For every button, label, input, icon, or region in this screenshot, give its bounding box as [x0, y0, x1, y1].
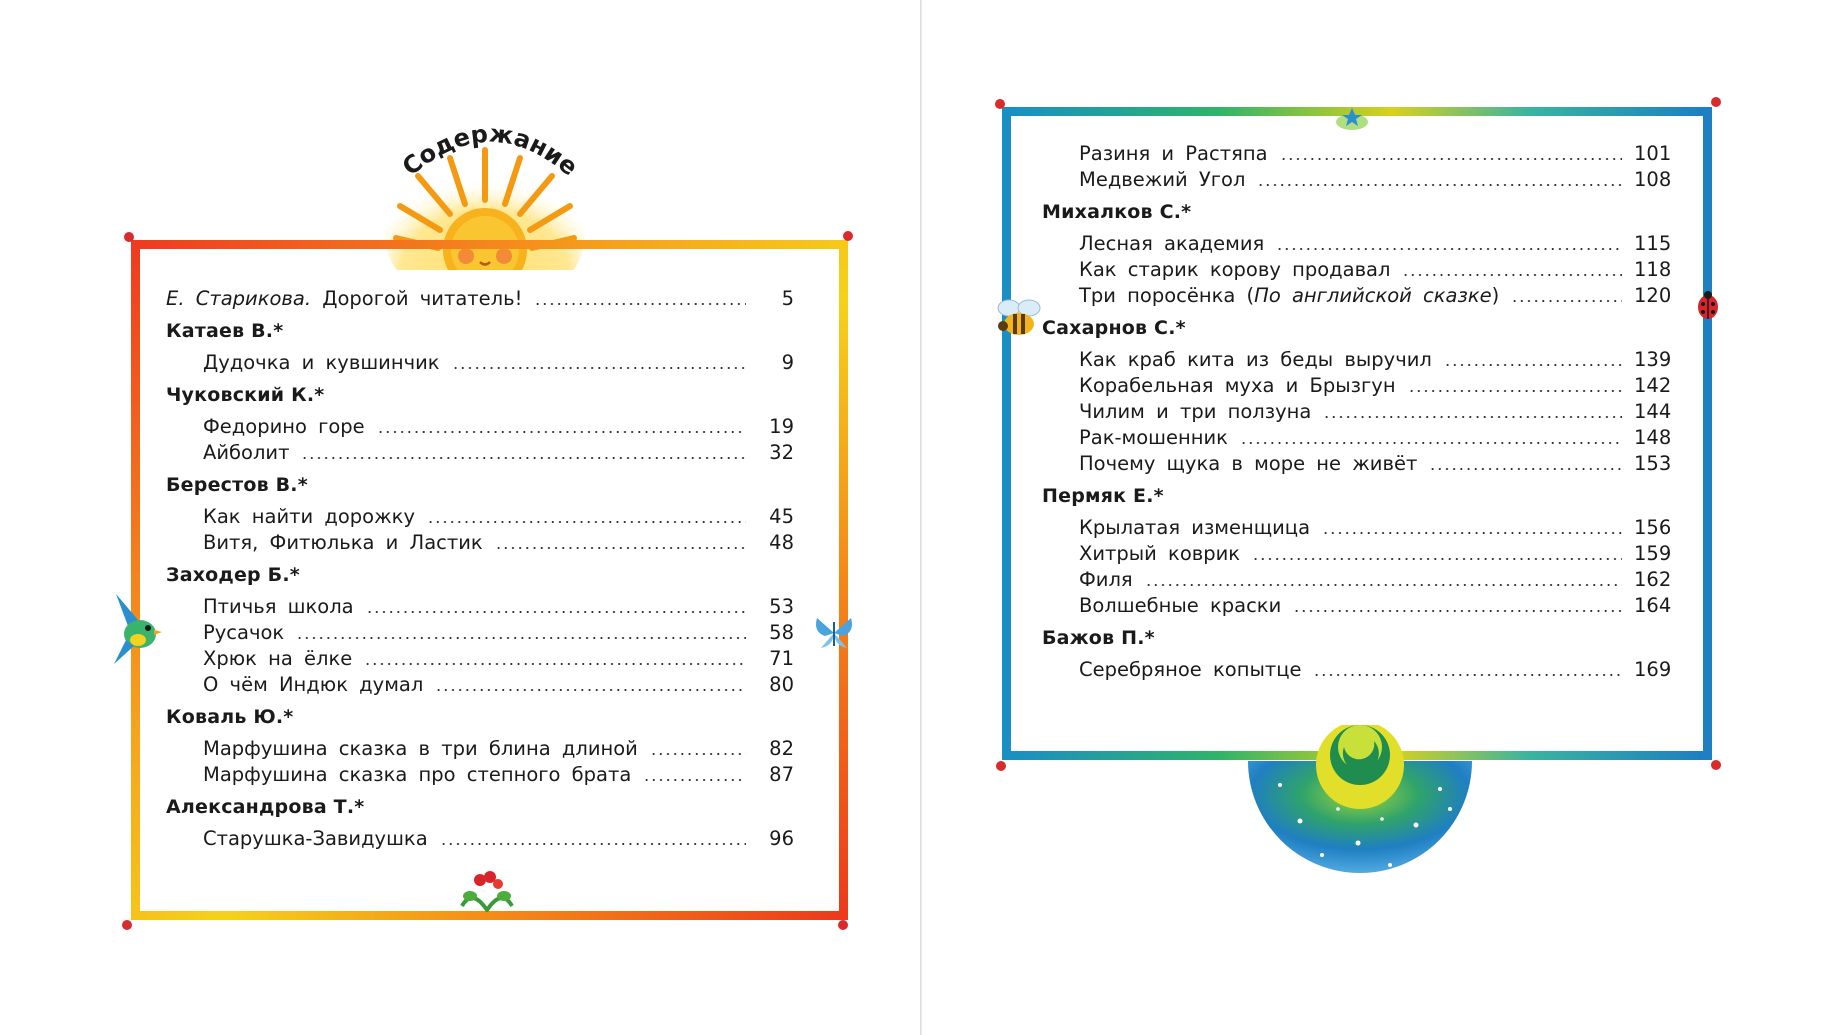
- dot-leader: [1257, 184, 1622, 186]
- toc-entry-title: Марфушина сказка в три блина длиной: [203, 737, 638, 760]
- toc-entry[interactable]: [1042, 541, 1670, 567]
- author-heading: Михалков С.*: [1042, 201, 1192, 223]
- author-heading: Бажов П.*: [1042, 627, 1155, 649]
- author-heading: Берестов В.*: [166, 474, 308, 496]
- toc-entry[interactable]: [1042, 141, 1670, 167]
- toc-entry[interactable]: [1042, 657, 1670, 683]
- toc-entry-page: 118: [1634, 258, 1672, 281]
- dot-leader: [364, 663, 746, 665]
- toc-entry-page: 5: [781, 287, 794, 310]
- toc-entry-page: 115: [1634, 232, 1672, 255]
- toc-entry-page: 164: [1634, 594, 1672, 617]
- toc-entry-title: Как старик корову продавал: [1079, 258, 1391, 281]
- toc-entry-title: Айболит: [203, 441, 290, 464]
- toc-entry[interactable]: [166, 286, 794, 312]
- toc-entry-page: 80: [769, 673, 794, 696]
- toc-entry-title: Медвежий Угол: [1079, 168, 1246, 191]
- toc-entry[interactable]: [1042, 231, 1670, 257]
- toc-entry[interactable]: [1042, 425, 1670, 451]
- toc-entry-page: 153: [1634, 452, 1672, 475]
- author-heading: Сахарнов С.*: [1042, 317, 1186, 339]
- toc-right-page: [1042, 141, 1670, 683]
- toc-entry-page: 101: [1634, 142, 1672, 165]
- toc-entry-title: Рак-мошенник: [1079, 426, 1228, 449]
- dot-leader: [427, 521, 746, 523]
- author-heading: Коваль Ю.*: [166, 706, 294, 728]
- toc-entry[interactable]: [166, 826, 794, 852]
- toc-entry[interactable]: Три поросёнка (По английской сказке) 120: [1079, 284, 1672, 307]
- toc-entry[interactable]: [1042, 373, 1670, 399]
- toc-entry[interactable]: [166, 504, 794, 530]
- dot-leader: [1280, 158, 1622, 160]
- toc-entry-title: Дорогой читатель!: [322, 287, 523, 310]
- bee-icon: [993, 296, 1045, 344]
- toc-entry-page: 58: [769, 621, 794, 644]
- toc-entry-title: Хитрый коврик: [1079, 542, 1241, 565]
- frame-corner-dot: [1711, 97, 1721, 107]
- author-heading: Катаев В.*: [166, 320, 284, 342]
- toc-entry-page: 120: [1634, 284, 1672, 307]
- dot-leader: [377, 431, 746, 433]
- author-heading: Пермяк Е.*: [1042, 485, 1164, 507]
- toc-entry-title: Волшебные краски: [1079, 594, 1282, 617]
- toc-entry-title: Крылатая изменщица: [1079, 516, 1311, 539]
- toc-entry-title: Птичья школа: [203, 595, 354, 618]
- toc-entry-title: Серебряное копытце: [1079, 658, 1302, 681]
- dot-leader: [366, 611, 746, 613]
- toc-entry-title: Корабельная муха и Брызгун: [1079, 374, 1396, 397]
- dot-leader: [1313, 674, 1622, 676]
- dot-leader: [534, 303, 746, 305]
- toc-entry[interactable]: [1042, 399, 1670, 425]
- toc-entry-title: Дудочка и кувшинчик: [203, 351, 440, 374]
- dot-leader: [1408, 390, 1622, 392]
- toc-entry-title: Почему щука в море не живёт: [1079, 452, 1418, 475]
- toc-entry[interactable]: [166, 414, 794, 440]
- toc-entry-page: 162: [1634, 568, 1672, 591]
- moon-night-illustration: [1240, 725, 1480, 885]
- toc-entry[interactable]: [166, 620, 794, 646]
- frame-corner-dot: [124, 232, 134, 242]
- frame-corner-dot: [122, 920, 132, 930]
- frame-corner-dot: [1711, 760, 1721, 770]
- toc-entry-page: 142: [1634, 374, 1672, 397]
- strawberry-plant-icon: [452, 870, 522, 912]
- toc-entry-page: 139: [1634, 348, 1672, 371]
- book-spine: [920, 0, 922, 1035]
- author-heading: Александрова Т.*: [166, 796, 365, 818]
- dot-leader: [1240, 442, 1622, 444]
- author-heading: Чуковский К.*: [166, 384, 325, 406]
- toc-entry-page: 82: [769, 737, 794, 760]
- toc-entry-page: 71: [769, 647, 794, 670]
- toc-entry-page: 156: [1634, 516, 1672, 539]
- svg-text:Содержание: Содержание: [396, 119, 584, 182]
- star-icon: [1335, 104, 1369, 130]
- toc-entry[interactable]: [166, 530, 794, 556]
- frame-corner-dot: [838, 920, 848, 930]
- dot-leader: [1145, 584, 1622, 586]
- toc-entry-title: Как найти дорожку: [203, 505, 415, 528]
- toc-entry-page: 53: [769, 595, 794, 618]
- toc-entry-page: 45: [769, 505, 794, 528]
- toc-entry-title: Старушка-Завидушка: [203, 827, 428, 850]
- dot-leader: [1322, 532, 1622, 534]
- toc-entry-page: 48: [769, 531, 794, 554]
- toc-entry-title: Лесная академия: [1079, 232, 1265, 255]
- toc-entry[interactable]: [1042, 593, 1670, 619]
- toc-entry[interactable]: [166, 646, 794, 672]
- toc-entry-title: Филя: [1079, 568, 1133, 591]
- bird-icon: [108, 590, 166, 670]
- intro-author: Е. Старикова.: [166, 287, 312, 310]
- toc-entry-title: Как краб кита из беды выручил: [1079, 348, 1432, 371]
- dot-leader: [1252, 558, 1622, 560]
- dot-leader: [643, 779, 746, 781]
- ladybug-icon: [1696, 290, 1720, 320]
- toc-entry[interactable]: [1042, 257, 1670, 283]
- toc-entry[interactable]: [166, 350, 794, 376]
- dot-leader: [440, 843, 746, 845]
- dot-leader: [1276, 248, 1622, 250]
- toc-entry-page: 169: [1634, 658, 1672, 681]
- toc-entry-page: 19: [769, 415, 794, 438]
- toc-entry-title: Три поросёнка: [1079, 284, 1236, 307]
- toc-entry-page: 87: [769, 763, 794, 786]
- dot-leader: [1429, 468, 1622, 470]
- dot-leader: [435, 689, 746, 691]
- toc-entry-page: 96: [769, 827, 794, 850]
- toc-entry-page: 108: [1634, 168, 1672, 191]
- toc-left-page: [166, 286, 794, 852]
- butterfly-icon: [813, 612, 855, 654]
- dot-leader: [301, 457, 746, 459]
- toc-entry[interactable]: [1042, 515, 1670, 541]
- frame-corner-dot: [995, 99, 1005, 109]
- toc-entry-title: Федорино горе: [203, 415, 365, 438]
- toc-entry-note: По английской сказке: [1254, 284, 1492, 307]
- contents-heading: [390, 112, 590, 202]
- toc-entry[interactable]: [166, 594, 794, 620]
- toc-entry[interactable]: [1042, 567, 1670, 593]
- toc-entry[interactable]: [1042, 167, 1670, 193]
- toc-entry-title: Хрюк на ёлке: [203, 647, 353, 670]
- toc-entry-page: 32: [769, 441, 794, 464]
- toc-entry-title: О чём Индюк думал: [203, 673, 424, 696]
- toc-entry-page: 159: [1634, 542, 1672, 565]
- toc-entry-title: Витя, Фитюлька и Ластик: [203, 531, 483, 554]
- toc-entry[interactable]: [166, 736, 794, 762]
- dot-leader: [495, 547, 746, 549]
- dot-leader: [1323, 416, 1622, 418]
- toc-entry-title: Чилим и три ползуна: [1079, 400, 1312, 423]
- frame-corner-dot: [996, 761, 1006, 771]
- toc-entry[interactable]: [166, 672, 794, 698]
- dot-leader: [650, 753, 746, 755]
- toc-entry[interactable]: [166, 440, 794, 466]
- dot-leader: [452, 367, 746, 369]
- toc-entry-title: Марфушина сказка про степного брата: [203, 763, 632, 786]
- dot-leader: [1444, 364, 1622, 366]
- toc-entry[interactable]: [1042, 451, 1670, 477]
- dot-leader: [1293, 610, 1622, 612]
- toc-entry-title: Русачок: [203, 621, 285, 644]
- toc-entry[interactable]: [1042, 347, 1670, 373]
- toc-entry-title: Разиня и Растяпа: [1079, 142, 1268, 165]
- dot-leader: [1511, 300, 1622, 302]
- toc-entry-page: 148: [1634, 426, 1672, 449]
- toc-entry-page: 9: [781, 351, 794, 374]
- toc-entry-page: 144: [1634, 400, 1672, 423]
- frame-corner-dot: [843, 231, 853, 241]
- author-heading: Заходер Б.*: [166, 564, 300, 586]
- dot-leader: [1402, 274, 1622, 276]
- toc-entry[interactable]: [166, 762, 794, 788]
- dot-leader: [296, 637, 746, 639]
